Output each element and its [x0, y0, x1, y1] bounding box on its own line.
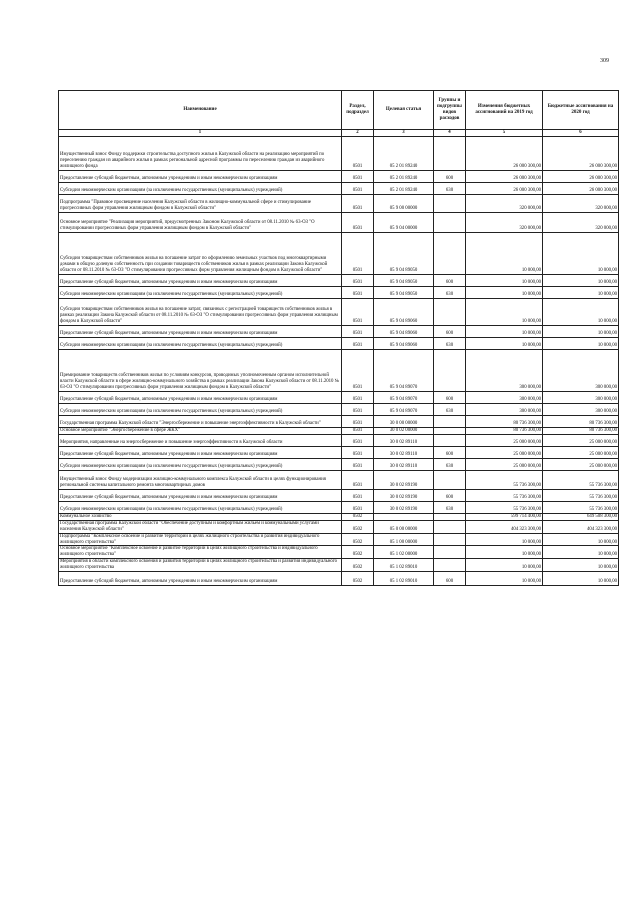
- row-article: 30 0 02 89190: [374, 471, 434, 490]
- row-change-2019: 26 000 300,00: [466, 183, 543, 195]
- row-article: 30 0 02 89190: [374, 490, 434, 502]
- row-budget-2020: 26 000 300,00: [543, 171, 619, 183]
- row-budget-2020: 10 000,00: [543, 299, 619, 326]
- header-article: Целевая статья: [374, 91, 434, 130]
- row-change-2019: 10 000,00: [466, 533, 543, 546]
- table-row: [59, 326, 619, 338]
- row-group: [434, 514, 466, 521]
- row-change-2019: 80 736 300,00: [466, 428, 543, 435]
- row-section: 0501: [342, 404, 374, 416]
- row-section: 0502: [342, 533, 374, 546]
- table-row: [59, 171, 619, 183]
- row-change-2019: 25 000 000,00: [466, 435, 543, 447]
- row-change-2019: 25 000 000,00: [466, 459, 543, 471]
- row-section: 0501: [342, 299, 374, 326]
- table-row: [59, 213, 619, 233]
- row-section: 0501: [342, 435, 374, 447]
- row-budget-2020: 320 000,00: [543, 195, 619, 213]
- table-row: [59, 514, 619, 521]
- row-group: 600: [434, 392, 466, 404]
- row-budget-2020: 649 508 300,00: [543, 514, 619, 521]
- row-name: Подпрограмма "Комплексное освоение и развитие территорий в целях жилищного строительства и развития индивидуального жилищного строительства": [59, 533, 342, 546]
- row-name: Предоставление субсидий бюджетным, автономным учреждениям и иным некоммерческим организациям: [59, 571, 342, 585]
- row-article: 05 9 04 89070: [374, 392, 434, 404]
- row-article: 05 9 00 00000: [374, 195, 434, 213]
- row-budget-2020: 55 736 300,00: [543, 471, 619, 490]
- row-section: 0502: [342, 571, 374, 585]
- row-budget-2020: 10 000,00: [543, 338, 619, 350]
- row-name: Коммунальное хозяйство: [59, 514, 342, 521]
- row-section: 0502: [342, 521, 374, 534]
- table-row: [59, 447, 619, 459]
- row-budget-2020: 80 736 300,00: [543, 416, 619, 428]
- row-section: 0501: [342, 428, 374, 435]
- row-article: 05 9 04 89050: [374, 287, 434, 299]
- row-name: Подпрограмма "Правовое просвещение населения Калужской области в жилищно-коммунальной сфере и стимулирование прогрессивных форм управления жилищным фондом в Калужской области": [59, 195, 342, 213]
- row-article: 05 1 02 00000: [374, 546, 434, 559]
- row-budget-2020: 25 000 000,00: [543, 459, 619, 471]
- row-name: Мероприятия, направленные на энергосбережение и повышение энергоэффективности в Калужской области: [59, 435, 342, 447]
- column-number-row: [59, 130, 619, 137]
- row-section: 0501: [342, 213, 374, 233]
- row-budget-2020: 26 000 300,00: [543, 137, 619, 171]
- row-article: 30 0 02 00000: [374, 428, 434, 435]
- row-group: [434, 213, 466, 233]
- row-change-2019: 300 000,00: [466, 404, 543, 416]
- row-article: 05 2 01 89240: [374, 183, 434, 195]
- row-article: 05 9 04 89050: [374, 275, 434, 287]
- row-article: 05 9 04 89060: [374, 299, 434, 326]
- table-row: [59, 428, 619, 435]
- row-group: [434, 137, 466, 171]
- row-name: Субсидии некоммерческим организациям (за исключением государственных (муниципальных) учреждений): [59, 502, 342, 514]
- header-change-2019: Изменения бюджетных ассигнований на 2019 год: [466, 91, 543, 130]
- row-change-2019: 404 323 300,00: [466, 521, 543, 534]
- row-article: 05 2 01 89240: [374, 171, 434, 183]
- row-budget-2020: 10 000,00: [543, 559, 619, 572]
- row-article: 05 1 02 89010: [374, 559, 434, 572]
- row-name: Предоставление субсидий бюджетным, автономным учреждениям и иным некоммерческим организациям: [59, 326, 342, 338]
- row-group: 600: [434, 571, 466, 585]
- column-number: 2: [342, 130, 374, 137]
- table-row: [59, 350, 619, 392]
- row-section: 0501: [342, 326, 374, 338]
- row-section: 0501: [342, 502, 374, 514]
- row-section: 0501: [342, 195, 374, 213]
- row-group: 600: [434, 326, 466, 338]
- table-row: [59, 137, 619, 171]
- table-row: [59, 546, 619, 559]
- row-section: 0501: [342, 183, 374, 195]
- row-section: 0501: [342, 137, 374, 171]
- table-row: [59, 471, 619, 490]
- row-budget-2020: 55 736 300,00: [543, 490, 619, 502]
- table-row: [59, 299, 619, 326]
- row-change-2019: 10 000,00: [466, 326, 543, 338]
- row-article: 30 0 00 00000: [374, 416, 434, 428]
- row-name: Предоставление субсидий бюджетным, автономным учреждениям и иным некоммерческим организациям: [59, 490, 342, 502]
- row-name: Мероприятия в области комплексного освоения и развития территорий в целях жилищного строительства и развития индивидуального жилищного строительства: [59, 559, 342, 572]
- row-change-2019: 10 000,00: [466, 275, 543, 287]
- row-article: 05 1 02 89010: [374, 571, 434, 585]
- row-name: Имущественный взнос Фонду модернизации жилищно-коммунального комплекса Калужской области в целях функционирования региональной системы капитального ремонта многоквартирных домов: [59, 471, 342, 490]
- header-budget-2020: Бюджетные ассигнования на 2020 год: [543, 91, 619, 130]
- row-name: Государственная программа Калужской области "Энергосбережение и повышение энергоэффективности в Калужской области": [59, 416, 342, 428]
- table-row: [59, 392, 619, 404]
- row-group: [434, 533, 466, 546]
- row-article: 05 9 04 89060: [374, 326, 434, 338]
- row-change-2019: 10 000,00: [466, 571, 543, 585]
- row-name: Субсидии некоммерческим организациям (за исключением государственных (муниципальных) учреждений): [59, 459, 342, 471]
- row-budget-2020: 10 000,00: [543, 533, 619, 546]
- table-row: [59, 233, 619, 275]
- row-section: 0501: [342, 233, 374, 275]
- header-group: Группы и подгруппы видов расходов: [434, 91, 466, 130]
- row-section: 0501: [342, 459, 374, 471]
- row-section: 0501: [342, 171, 374, 183]
- row-group: [434, 233, 466, 275]
- row-change-2019: 10 000,00: [466, 546, 543, 559]
- row-section: 0501: [342, 287, 374, 299]
- table-row: [59, 416, 619, 428]
- row-name: Основное мероприятие "Реализация мероприятий, предусмотренных Законом Калужской области от 08.11.2010 № 63-ОЗ "О стимулировании прогрессивных форм управления жилищным фондом в Калужской области": [59, 213, 342, 233]
- row-budget-2020: 10 000,00: [543, 275, 619, 287]
- row-change-2019: 300 000,00: [466, 392, 543, 404]
- row-article: [374, 514, 434, 521]
- row-change-2019: 320 000,00: [466, 195, 543, 213]
- row-article: 30 0 02 89190: [374, 502, 434, 514]
- row-group: 630: [434, 183, 466, 195]
- table-row: [59, 338, 619, 350]
- row-budget-2020: 25 000 000,00: [543, 435, 619, 447]
- row-budget-2020: 25 000 000,00: [543, 447, 619, 459]
- row-budget-2020: 55 736 300,00: [543, 502, 619, 514]
- header-section: Раздел, подраздел: [342, 91, 374, 130]
- row-change-2019: 26 000 300,00: [466, 171, 543, 183]
- row-budget-2020: 300 000,00: [543, 350, 619, 392]
- row-name: Основное мероприятие "Комплексное освоение и развитие территорий в целях жилищного строительства и индивидуального жилищного строительства": [59, 546, 342, 559]
- row-name: Предоставление субсидий бюджетным, автономным учреждениям и иным некоммерческим организациям: [59, 392, 342, 404]
- table-row: [59, 195, 619, 213]
- row-section: 0502: [342, 514, 374, 521]
- row-change-2019: 26 000 300,00: [466, 137, 543, 171]
- row-budget-2020: 320 000,00: [543, 213, 619, 233]
- row-name: Субсидии некоммерческим организациям (за исключением государственных (муниципальных) учреждений): [59, 287, 342, 299]
- table-row: [59, 533, 619, 546]
- row-group: 630: [434, 502, 466, 514]
- row-section: 0501: [342, 350, 374, 392]
- row-section: 0501: [342, 392, 374, 404]
- row-section: 0501: [342, 338, 374, 350]
- table-row: [59, 559, 619, 572]
- row-section: 0501: [342, 471, 374, 490]
- row-change-2019: 599 714 400,00: [466, 514, 543, 521]
- row-change-2019: 320 000,00: [466, 213, 543, 233]
- table-row: [59, 459, 619, 471]
- row-name: Субсидии некоммерческим организациям (за исключением государственных (муниципальных) учреждений): [59, 404, 342, 416]
- table-row: [59, 571, 619, 585]
- row-article: 05 9 04 89070: [374, 404, 434, 416]
- row-change-2019: 300 000,00: [466, 350, 543, 392]
- row-group: 600: [434, 275, 466, 287]
- row-change-2019: 10 000,00: [466, 338, 543, 350]
- row-name: Имущественный взнос Фонду поддержки строительства доступного жилья в Калужской области на реализацию мероприятий по переселению граждан из аварийного жилья в рамках региональной адресной программы по переселению граждан из аварийного жилищного фонда: [59, 137, 342, 171]
- row-change-2019: 10 000,00: [466, 559, 543, 572]
- row-change-2019: 55 736 300,00: [466, 490, 543, 502]
- row-section: 0501: [342, 416, 374, 428]
- row-budget-2020: 10 000,00: [543, 287, 619, 299]
- row-budget-2020: 10 000,00: [543, 546, 619, 559]
- row-change-2019: 55 736 300,00: [466, 502, 543, 514]
- column-number: 5: [466, 130, 543, 137]
- row-section: 0501: [342, 275, 374, 287]
- row-budget-2020: 10 000,00: [543, 571, 619, 585]
- row-article: 05 9 04 00000: [374, 213, 434, 233]
- row-group: [434, 350, 466, 392]
- column-number: 1: [59, 130, 342, 137]
- row-budget-2020: 300 000,00: [543, 404, 619, 416]
- column-number: 6: [543, 130, 619, 137]
- row-name: Субсидии товариществам собственников жилья на погашение затрат по оформлению земельных участков под многоквартирными домами в общую долевую собственность при создании товариществ собственников жилья в рамках реализации Закона Калужской области от 08.11.2010 № 63-ОЗ "О стимулировании прогрессивных форм управления жилищным фондом в Калужской области": [59, 233, 342, 275]
- table-header: [59, 91, 619, 130]
- row-group: [434, 416, 466, 428]
- row-group: 630: [434, 404, 466, 416]
- row-group: 600: [434, 171, 466, 183]
- row-change-2019: 10 000,00: [466, 233, 543, 275]
- row-group: [434, 195, 466, 213]
- row-name: Предоставление субсидий бюджетным, автономным учреждениям и иным некоммерческим организациям: [59, 171, 342, 183]
- table-row: [59, 404, 619, 416]
- row-group: [434, 428, 466, 435]
- row-group: 630: [434, 287, 466, 299]
- table-row: [59, 287, 619, 299]
- row-article: 05 1 00 00000: [374, 533, 434, 546]
- table-row: [59, 521, 619, 534]
- header-name: Наименование: [59, 91, 342, 130]
- row-change-2019: 10 000,00: [466, 287, 543, 299]
- row-group: [434, 435, 466, 447]
- row-article: 30 0 02 89110: [374, 435, 434, 447]
- row-article: 30 0 02 89110: [374, 459, 434, 471]
- row-group: 600: [434, 490, 466, 502]
- row-name: Субсидии товариществам собственников жилья на погашение затрат, связанных с регистрацией товариществ собственников жилья в рамках реализации Закона Калужской области от 08.11.2010 № 63-ОЗ "О стимулировании прогрессивных форм управления жилищным фондом в Калужской области": [59, 299, 342, 326]
- column-number: 4: [434, 130, 466, 137]
- table-row: [59, 275, 619, 287]
- row-name: Премирование товариществ собственников жилья по условиям конкурсов, проводимых уполномоченным органом исполнительной власти Калужской области в сфере жилищно-коммунального хозяйства в рамках реализации Закона Калужской области от 08.11.2010 № 63-ОЗ "О стимулировании прогрессивных форм управления жилищным фондом в Калужской области": [59, 350, 342, 392]
- row-budget-2020: 10 000,00: [543, 326, 619, 338]
- row-name: Предоставление субсидий бюджетным, автономным учреждениям и иным некоммерческим организациям: [59, 447, 342, 459]
- row-budget-2020: 80 736 300,00: [543, 428, 619, 435]
- row-budget-2020: 300 000,00: [543, 392, 619, 404]
- budget-table: [58, 90, 619, 586]
- row-name: Государственная программа Калужской области "Обеспечение доступным и комфортным жильем и коммунальными услугами населения Калужской области": [59, 521, 342, 534]
- table-body: [59, 130, 619, 586]
- row-group: 630: [434, 459, 466, 471]
- row-article: 05 9 04 89050: [374, 233, 434, 275]
- row-section: 0501: [342, 447, 374, 459]
- row-article: 05 9 04 89060: [374, 338, 434, 350]
- row-article: 05 2 01 89240: [374, 137, 434, 171]
- row-group: [434, 546, 466, 559]
- table-row: [59, 435, 619, 447]
- row-name: Субсидии некоммерческим организациям (за исключением государственных (муниципальных) учреждений): [59, 183, 342, 195]
- row-change-2019: 25 000 000,00: [466, 447, 543, 459]
- row-budget-2020: 26 000 300,00: [543, 183, 619, 195]
- table-row: [59, 502, 619, 514]
- row-article: 05 9 04 89070: [374, 350, 434, 392]
- row-article: 05 0 00 00000: [374, 521, 434, 534]
- row-section: 0501: [342, 490, 374, 502]
- row-budget-2020: 10 000,00: [543, 233, 619, 275]
- table-row: [59, 490, 619, 502]
- row-name: Основное мероприятие "Энергосбережение в сфере ЖКХ": [59, 428, 342, 435]
- row-article: 30 0 02 89110: [374, 447, 434, 459]
- row-group: [434, 299, 466, 326]
- column-number: 3: [374, 130, 434, 137]
- row-name: Предоставление субсидий бюджетным, автономным учреждениям и иным некоммерческим организациям: [59, 275, 342, 287]
- row-change-2019: 10 000,00: [466, 299, 543, 326]
- row-change-2019: 55 736 300,00: [466, 471, 543, 490]
- row-section: 0502: [342, 546, 374, 559]
- row-section: 0502: [342, 559, 374, 572]
- table-row: [59, 183, 619, 195]
- row-group: 600: [434, 447, 466, 459]
- row-change-2019: 80 736 300,00: [466, 416, 543, 428]
- row-budget-2020: 404 323 300,00: [543, 521, 619, 534]
- row-group: [434, 471, 466, 490]
- row-group: [434, 559, 466, 572]
- row-name: Субсидии некоммерческим организациям (за исключением государственных (муниципальных) учреждений): [59, 338, 342, 350]
- row-group: 630: [434, 338, 466, 350]
- row-group: [434, 521, 466, 534]
- page-number: 309: [600, 58, 609, 64]
